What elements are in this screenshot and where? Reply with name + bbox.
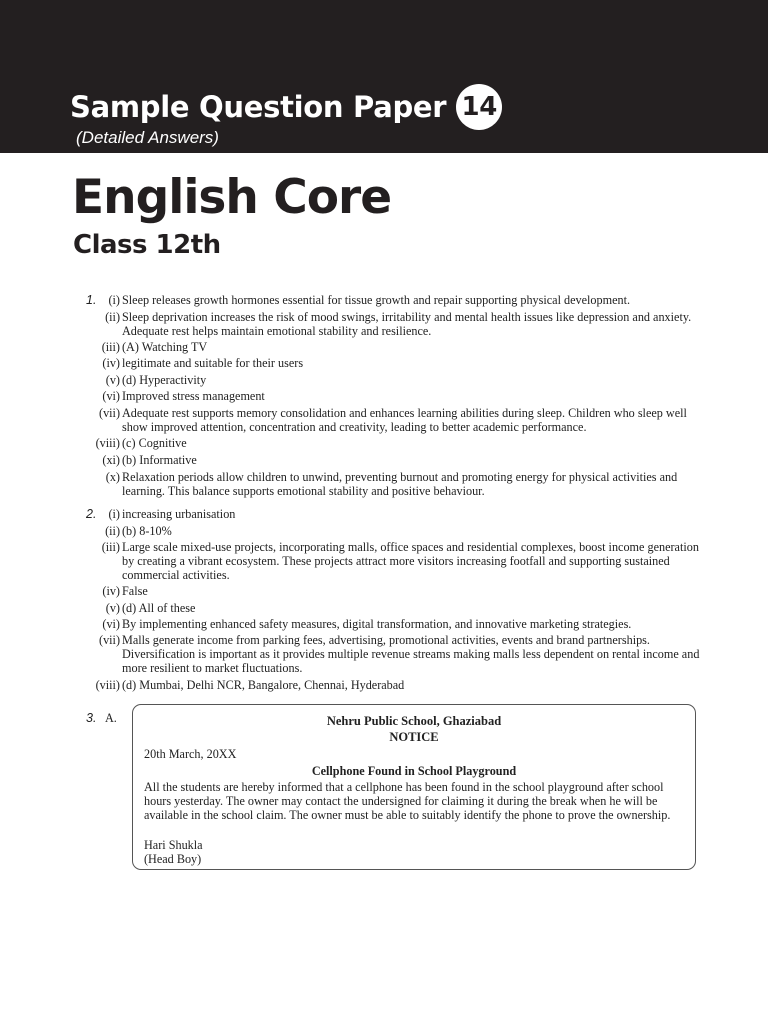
signer-role: (Head Boy): [144, 852, 202, 866]
notice-box: [132, 704, 696, 870]
answer-text: (d) Hyperactivity: [122, 373, 207, 387]
signer-name: Hari Shukla: [144, 838, 203, 852]
answer-text: (d) Mumbai, Delhi NCR, Bangalore, Chennai, Hyderabad: [122, 678, 405, 692]
answer-roman: (v): [105, 601, 120, 615]
answer-text: Adequate rest supports memory consolidation and enhances learning abilities during sleep. Children who sleep well show improved attention, concentration and creativity, leading to better academic performance.: [122, 406, 687, 434]
paper-title: [70, 84, 502, 130]
answer-roman: (vii): [99, 633, 120, 647]
notice-heading: Cellphone Found in School Playground: [311, 764, 517, 778]
answer-text: False: [122, 584, 148, 598]
answer-roman: (iv): [102, 584, 120, 598]
answer-roman: (viii): [95, 678, 120, 692]
answer-text: (d) All of these: [122, 601, 196, 615]
header-banner: [0, 0, 768, 153]
question-number: 3.: [86, 711, 97, 725]
answer-text: Sleep releases growth hormones essential for tissue growth and repair supporting physical development.: [122, 293, 631, 307]
answer-roman: (ii): [105, 310, 120, 324]
notice-date: 20th March, 20XX: [144, 747, 237, 761]
answer-text: Relaxation periods allow children to unwind, preventing burnout and promoting energy for physical activities and learning. This balance supports emotional stability and positive behaviour.: [122, 470, 678, 498]
answer-text: (b) 8-10%: [122, 524, 172, 538]
answer-roman: (iii): [101, 340, 120, 354]
answer-text: Improved stress management: [122, 389, 265, 403]
answer-roman: (xi): [102, 453, 120, 467]
answer-roman: (v): [105, 373, 120, 387]
answer-roman: (vi): [102, 389, 120, 403]
answer-roman: (ii): [105, 524, 120, 538]
question-number: 1.: [86, 293, 97, 307]
answer-roman: (i): [108, 507, 120, 521]
answer-roman: (x): [105, 470, 120, 484]
answer-text: increasing urbanisation: [122, 507, 236, 521]
paper-subtitle: (Detailed Answers): [76, 128, 219, 147]
answer-text: (b) Informative: [122, 453, 197, 467]
answer-text: (A) Watching TV: [122, 340, 208, 354]
notice-label: NOTICE: [389, 730, 439, 744]
paper-title-text: Sample Question Paper: [70, 90, 447, 124]
answer-roman: (viii): [95, 436, 120, 450]
answer-roman: (iv): [102, 356, 120, 370]
paper-number-badge: 14: [456, 84, 502, 130]
part-label: A.: [105, 711, 117, 725]
notice-school-name: Nehru Public School, Ghaziabad: [326, 714, 502, 728]
question-number: 2.: [86, 507, 97, 521]
answer-text: Large scale mixed-use projects, incorporating malls, office spaces and residential complexes, boost income generation by creating a vibrant ecosystem. These projects attract more visitors increasing footfall and supporting sustained commercial activities.: [122, 540, 699, 582]
answer-roman: (i): [108, 293, 120, 307]
answer-text: Sleep deprivation increases the risk of mood swings, irritability and mental health issues like depression and anxiety. Adequate rest helps maintain emotional stability and resilience.: [122, 310, 692, 338]
answer-text: By implementing enhanced safety measures, digital transformation, and innovative marketing strategies.: [122, 617, 632, 631]
notice-body: All the students are hereby informed that a cellphone has been found in the school playground after school hours yesterday. The owner may contact the undersigned for claiming it during the break when he will be available in the school claim. The owner must be able to suitably identify the phone to prove the ownership.: [144, 780, 671, 822]
answer-roman: (vii): [99, 406, 120, 420]
answer-roman: (iii): [101, 540, 120, 554]
answer-roman: (vi): [102, 617, 120, 631]
notice-signature: [144, 838, 203, 866]
answer-text: Malls generate income from parking fees, advertising, promotional activities, events and brand partnerships. Diversification is important as it provides multiple revenue streams making malls less dependent on rental income and more resilient to market fluctuations.: [122, 633, 700, 675]
answer-text: (c) Cognitive: [122, 436, 187, 450]
class-label: Class 12th: [73, 230, 221, 260]
subject-title: English Core: [72, 170, 392, 225]
answer-text: legitimate and suitable for their users: [122, 356, 304, 370]
